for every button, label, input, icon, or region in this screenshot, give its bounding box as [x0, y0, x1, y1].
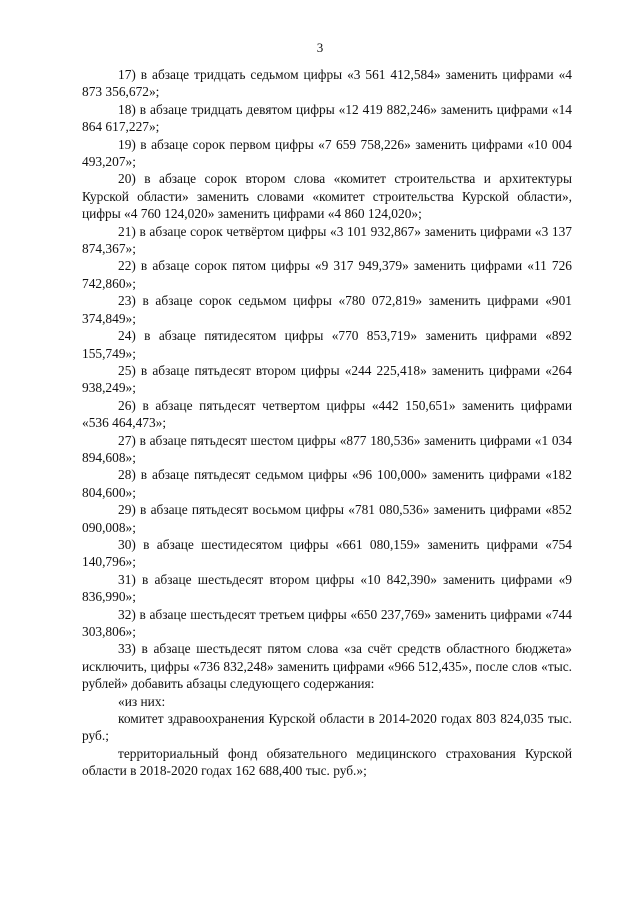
paragraph-26: 26) в абзаце пятьдесят четвертом цифры «442 150,651» заменить цифрами «536 464,473»; — [82, 397, 572, 431]
paragraph-33: 33) в абзаце шестьдесят пятом слова «за счёт средств областного бюджета» исключить, цифры «736 832,248» заменить цифрами «966 512,435», после слов «тыс. рублей» добавить абзацы следующего содержания: — [82, 641, 572, 692]
paragraph-17: 17) в абзаце тридцать седьмом цифры «3 561 412,584» заменить цифрами «4 873 356,672»; — [82, 67, 572, 100]
paragraph-25: 25) в абзаце пятьдесят втором цифры «244 225,418» заменить цифрами «264 938,249»; — [82, 362, 572, 396]
quote-intro: «из них: — [118, 693, 166, 709]
quote-insurance-fund: территориальный фонд обязательного медицинского страхования Курской области в 2018-2020 годах 162 688,400 тыс. руб.»; — [82, 745, 572, 779]
paragraph-31: 31) в абзаце шестьдесят втором цифры «10 842,390» заменить цифрами «9 836,990»; — [82, 571, 572, 605]
paragraph-22: 22) в абзаце сорок пятом цифры «9 317 949,379» заменить цифрами «11 726 742,860»; — [82, 258, 572, 291]
paragraph-19: 19) в абзаце сорок первом цифры «7 659 758,226» заменить цифрами «10 004 493,207»; — [82, 136, 572, 170]
paragraph-29: 29) в абзаце пятьдесят восьмом цифры «781 080,536» заменить цифрами «852 090,008»; — [82, 502, 572, 535]
quote-health-committee: комитет здравоохранения Курской области в 2014-2020 годах 803 824,035 тыс. руб.; — [82, 711, 572, 744]
paragraph-27: 27) в абзаце пятьдесят шестом цифры «877 180,536» заменить цифрами «1 034 894,608»; — [82, 432, 572, 465]
paragraph-23: 23) в абзаце сорок седьмом цифры «780 072,819» заменить цифрами «901 374,849»; — [82, 293, 572, 326]
paragraph-18: 18) в абзаце тридцать девятом цифры «12 419 882,246» заменить цифрами «14 864 617,227»; — [82, 101, 572, 135]
paragraph-30: 30) в абзаце шестидесятом цифры «661 080,159» заменить цифрами «754 140,796»; — [82, 536, 572, 570]
document-body — [82, 66, 572, 780]
paragraph-20: 20) в абзаце сорок втором слова «комитет строительства и архитектуры Курской области» заменить словами «комитет строительства Курской области», цифры «4 760 124,020» заменить цифрами «4 860 124,020»; — [82, 171, 572, 222]
paragraph-28: 28) в абзаце пятьдесят седьмом цифры «96 100,000» заменить цифрами «182 804,600»; — [82, 467, 572, 500]
paragraph-32: 32) в абзаце шестьдесят третьем цифры «650 237,769» заменить цифрами «744 303,806»; — [82, 606, 572, 639]
paragraph-21: 21) в абзаце сорок четвёртом цифры «3 101 932,867» заменить цифрами «3 137 874,367»; — [82, 223, 572, 257]
page-number: 3 — [316, 40, 324, 55]
paragraph-24: 24) в абзаце пятидесятом цифры «770 853,719» заменить цифрами «892 155,749»; — [82, 328, 572, 361]
